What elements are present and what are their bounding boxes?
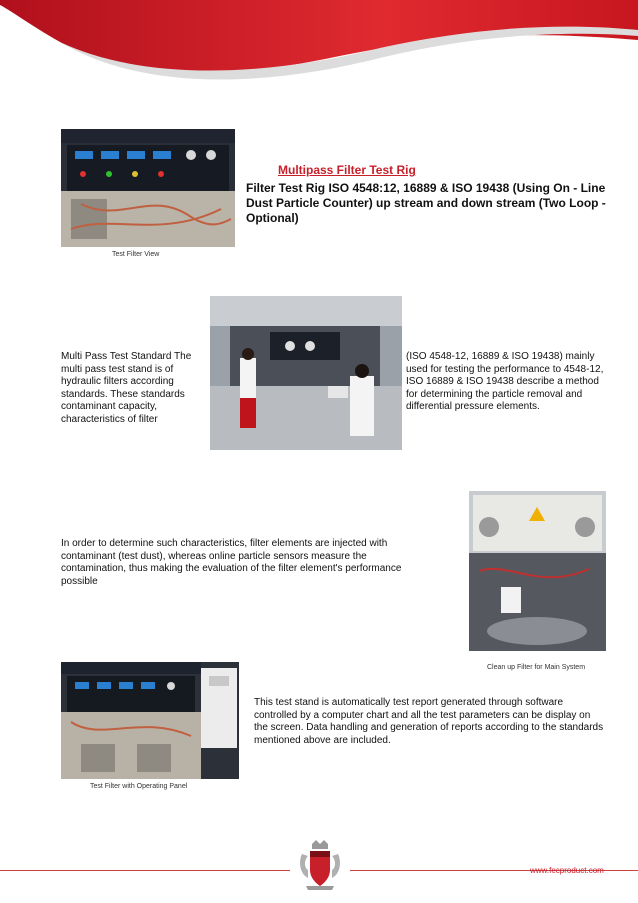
caption-operating-panel: Test Filter with Operating Panel xyxy=(90,783,188,790)
caption-clean-up-filter: Clean up Filter for Main System xyxy=(487,664,586,671)
paragraph-right: (ISO 4548-12, 16889 & ISO 19438) mainly used for testing the performance to 4548-12, ISO 16889 & ISO 19438 describe a method for determining the particle removal and differential pressure elements. xyxy=(406,351,604,412)
page-subtitle: Filter Test Rig ISO 4548:12, 16889 & ISO 19438 (Using On - Line Dust Particle Counter) up stream and down stream (Two Loop - Optional) xyxy=(246,181,606,225)
test-filter-view-photo xyxy=(61,129,235,247)
operating-panel-photo xyxy=(61,662,239,779)
caption-test-filter-view: Test Filter View xyxy=(112,251,160,258)
lab-operators-photo xyxy=(210,296,402,450)
company-crest-logo xyxy=(296,840,344,890)
page-title: Multipass Filter Test Rig xyxy=(278,163,416,177)
paragraph-bottom: This test stand is automatically test report generated through software controlled by a computer chart and all the test parameters can be display on the screen. Data handling and generation of reports according to the standards mentioned above are included. xyxy=(254,697,604,746)
paragraph-left: Multi Pass Test Standard The multi pass test stand is of hydraulic filters according standards. These standards contaminant capacity, characteristics of filter xyxy=(61,351,192,425)
clean-up-filter-photo xyxy=(469,491,606,651)
footer-line-left xyxy=(0,870,290,871)
paragraph-middle: In order to determine such characteristics, filter elements are injected with contaminant (test dust), whereas online particle sensors measure the contamination, thus making the evaluation of the filter element's performance possible xyxy=(61,538,402,587)
header-swoosh xyxy=(0,0,638,140)
footer-url-link[interactable]: www.fecproduct.com xyxy=(530,866,604,875)
